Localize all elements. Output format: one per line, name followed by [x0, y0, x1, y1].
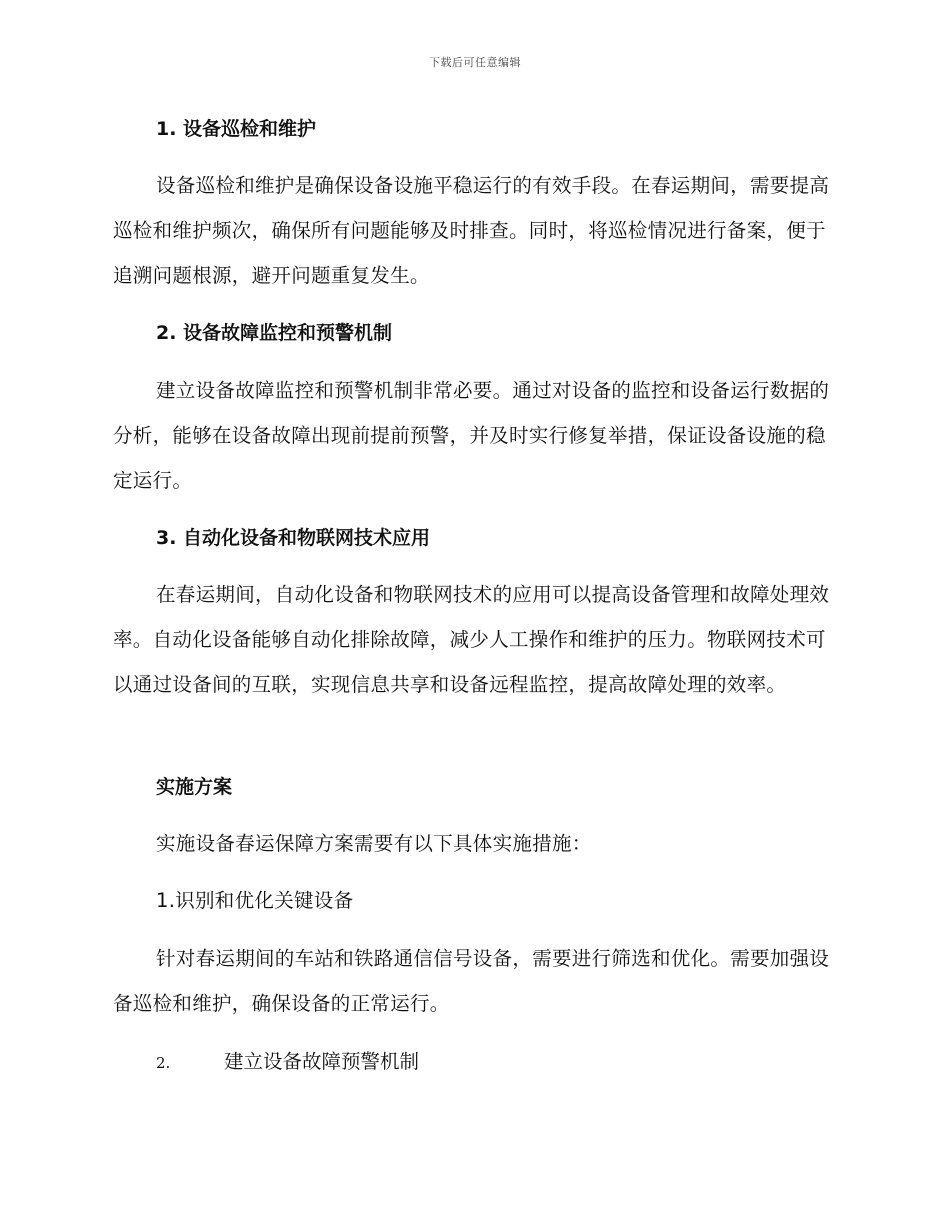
item-2-number: 2.: [156, 1054, 171, 1072]
section-3-heading: 3. 自动化设备和物联网技术应用: [156, 527, 431, 549]
section-1-paragraph: 设备巡检和维护是确保设备设施平稳运行的有效手段。在春运期间，需要提高巡检和维护频次，确保所有问题能够及时排查。同时，将巡检情况进行备案，便于追溯问题根源，避开问题重复发生。: [113, 174, 830, 287]
item-1-title: 1.识别和优化关键设备: [156, 889, 354, 912]
item-2-title: 建立设备故障预警机制: [224, 1050, 420, 1073]
item-2-line: [156, 1047, 419, 1078]
section-3-paragraph: 在春运期间，自动化设备和物联网技术的应用可以提高设备管理和故障处理效率。自动化设备能够自动化排除故障，减少人工操作和维护的压力。物联网技术可以通过设备间的互联，实现信息共享和设备远程监控，提高故障处理的效率。: [113, 583, 830, 696]
section-1-heading: 1. 设备巡检和维护: [156, 118, 317, 140]
page-header-note: 下载后可任意编辑: [429, 56, 521, 69]
section-2-heading: 2. 设备故障监控和预警机制: [156, 322, 393, 344]
implementation-intro: 实施设备春运保障方案需要有以下具体实施措施：: [156, 832, 592, 855]
implementation-heading: 实施方案: [156, 776, 233, 798]
item-1-paragraph: 针对春运期间的车站和铁路通信信号设备，需要进行筛选和优化。需要加强设备巡检和维护，确保设备的正常运行。: [113, 947, 830, 1015]
section-2-paragraph: 建立设备故障监控和预警机制非常必要。通过对设备的监控和设备运行数据的分析，能够在设备故障出现前提前预警，并及时实行修复举措，保证设备设施的稳定运行。: [113, 379, 830, 492]
